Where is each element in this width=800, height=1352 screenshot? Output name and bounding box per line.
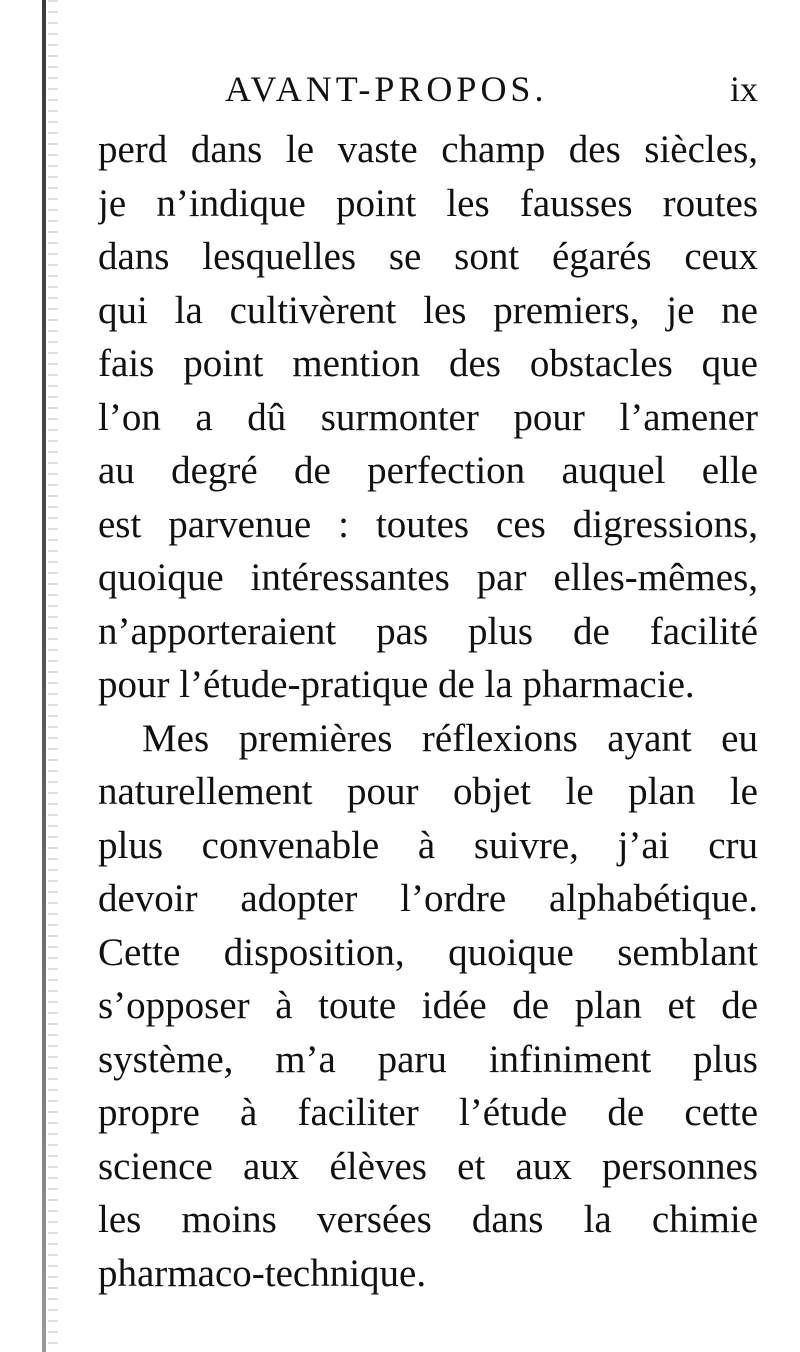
text-line: propre à faciliter l’étude de cette xyxy=(98,1091,758,1134)
body-text xyxy=(98,123,758,1300)
text-line: perd dans le vaste champ des siècles, xyxy=(98,128,758,171)
binding-gutter-texture xyxy=(48,0,58,1352)
text-line: au degré de perfection auquel elle xyxy=(98,449,758,492)
text-line: devoir adopter l’ordre alphabétique. xyxy=(98,877,758,920)
text-line: est parvenue : toutes ces digressions, xyxy=(98,502,758,546)
text-line: quoique intéressantes par elles-mêmes, xyxy=(98,556,758,599)
page-number: ix xyxy=(729,69,758,109)
text-line: n’apporteraient pas plus de facilité xyxy=(98,609,758,653)
text-line: je n’indique point les fausses routes xyxy=(98,181,758,225)
text-line: qui la cultivèrent les premiers, je ne xyxy=(98,288,758,332)
text-line: système, m’a paru infiniment plus xyxy=(98,1037,758,1081)
running-title: AVANT-PROPOS. xyxy=(225,69,548,109)
text-line: s’opposer à toute idée de plan et de xyxy=(98,984,758,1027)
text-line: les moins versées dans la chimie xyxy=(98,1198,758,1241)
text-line: fais point mention des obstacles que xyxy=(98,342,758,385)
text-line: dans lesquelles se sont égarés ceux xyxy=(98,235,758,278)
text-line: science aux élèves et aux personnes xyxy=(98,1144,758,1188)
paragraph-first-line: Mes premières réflexions ayant eu xyxy=(142,716,758,760)
text-line: Cette disposition, quoique semblant xyxy=(98,930,758,974)
paragraph-last-line: pharmaco-technique. xyxy=(98,1251,427,1295)
running-head xyxy=(100,68,760,112)
binding-gutter-line xyxy=(42,0,46,1352)
paragraph-last-line: pour l’étude-pratique de la pharmacie. xyxy=(98,663,695,706)
text-line: naturellement pour objet le plan le xyxy=(98,770,758,813)
text-line: l’on a dû surmonter pour l’amener xyxy=(98,395,758,439)
text-line: plus convenable à suivre, j’ai cru xyxy=(98,823,758,867)
